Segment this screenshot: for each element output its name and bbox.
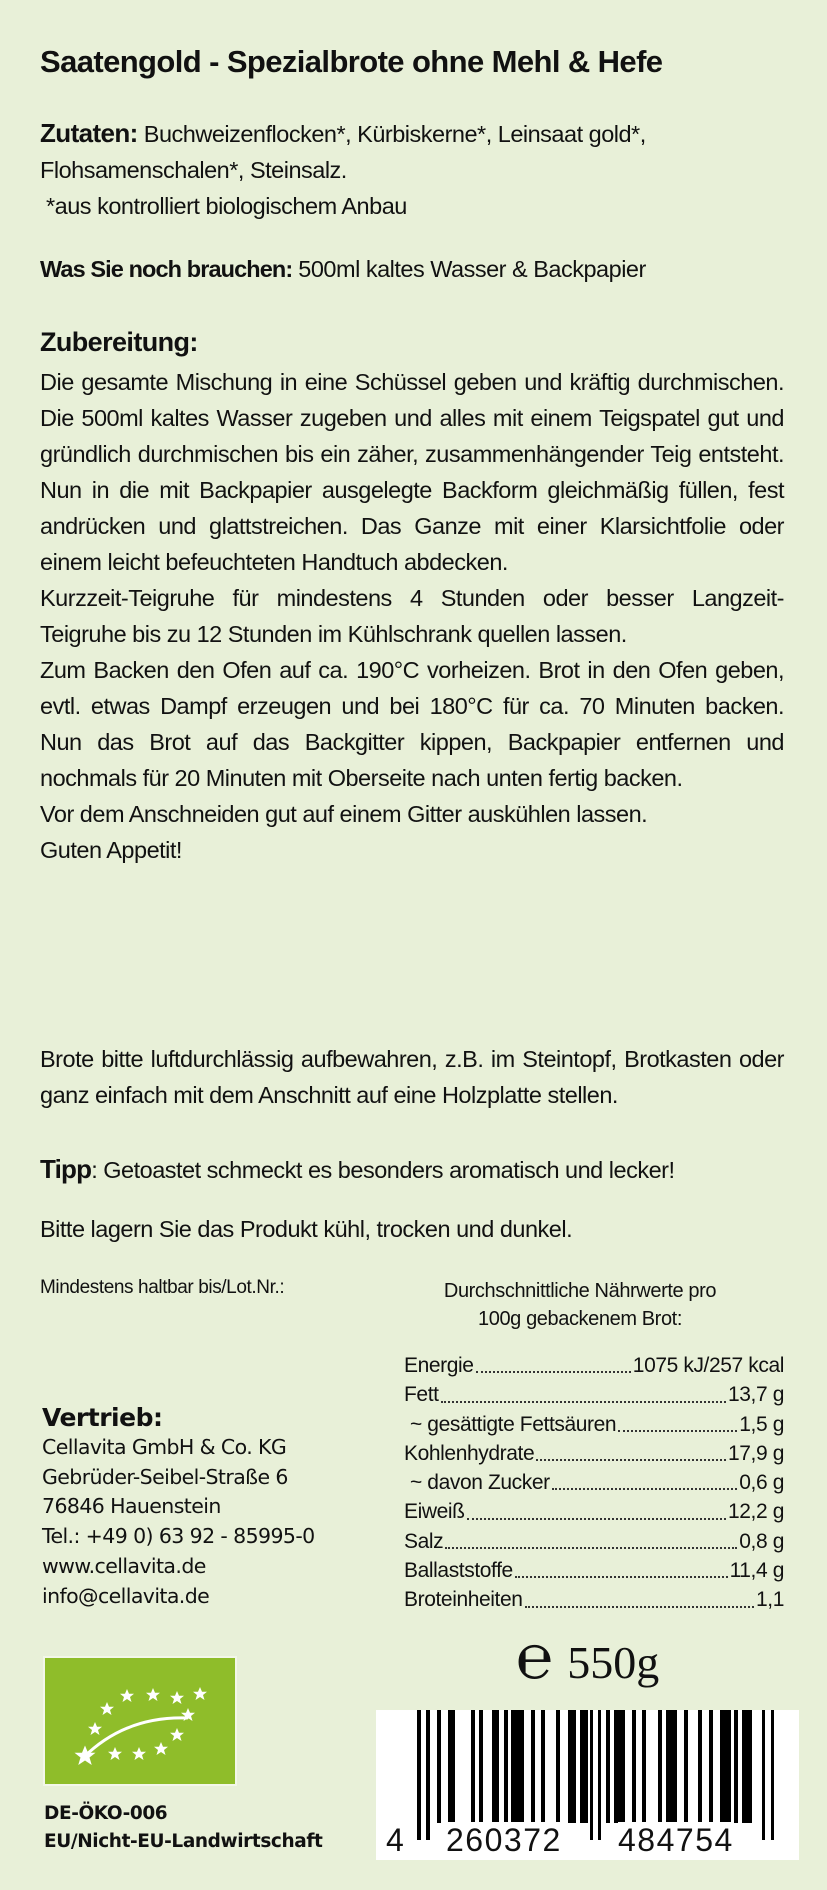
distributor-company: Cellavita GmbH & Co. KG xyxy=(42,1435,287,1459)
nutrition-heading-line: Durchschnittliche Nährwerte pro xyxy=(443,1280,717,1302)
tip-text: : Getoastet schmeckt es besonders aromatisch und lecker! xyxy=(91,1157,675,1183)
barcode-digit-first: 4 xyxy=(386,1822,406,1858)
storage-text xyxy=(40,1041,784,1113)
product-title: Saatengold - Spezialbrote ohne Mehl & Hefe xyxy=(40,44,663,79)
distributor-street: Gebrüder-Seibel-Straße 6 xyxy=(42,1464,288,1489)
nutrient-name: Eiweiß xyxy=(404,1500,465,1524)
dot-leader xyxy=(515,1576,728,1578)
preparation-heading: Zubereitung: xyxy=(40,327,198,357)
weight-value: 550g xyxy=(567,1637,660,1688)
nutrition-row-protein xyxy=(404,1497,784,1526)
dot-leader xyxy=(552,1488,738,1490)
requirements-line xyxy=(40,251,800,287)
nutrient-value: 1075 kJ/257 kcal xyxy=(632,1354,784,1377)
nutrient-value: 11,4 g xyxy=(729,1559,784,1583)
storage-paragraph: Brote bitte luftdurchlässig aufbewahren, z.B. im Steintopf, Brotkasten oder ganz einfach mit dem Anschnitt auf eine Holzplatte stellen. xyxy=(40,1046,784,1108)
distributor-city: 76846 Hauenstein xyxy=(42,1494,221,1519)
preparation-paragraph: Kurzzeit-Teigruhe für mindestens 4 Stunden oder besser Langzeit-Teigruhe bis zu 12 Stunden im Kühlschrank quellen lassen. xyxy=(40,585,784,647)
ean-barcode xyxy=(376,1710,799,1860)
organic-control-code: DE-ÖKO-006 xyxy=(44,1803,168,1824)
distributor-phone: Tel.: +49 0) 63 92 - 85995-0 xyxy=(42,1524,315,1549)
dot-leader xyxy=(441,1401,726,1403)
distributor-email: info@cellavita.de xyxy=(42,1583,210,1608)
nutrient-name: Fett xyxy=(404,1383,439,1407)
best-before-label: Mindestens haltbar bis/Lot.Nr.: xyxy=(40,1277,285,1298)
nutrient-value: 1,5 g xyxy=(739,1412,784,1436)
barcode-digits-right: 484754 xyxy=(618,1822,734,1858)
nutrition-row-saturated-fat xyxy=(404,1410,784,1439)
nutrient-value: 0,8 g xyxy=(739,1529,784,1553)
nutrient-name: Broteinheiten xyxy=(404,1588,523,1612)
nutrient-name: Kohlenhydrate xyxy=(404,1441,535,1465)
dot-leader xyxy=(536,1459,726,1461)
preparation-paragraph: Vor dem Anschneiden gut auf einem Gitter auskühlen lassen. xyxy=(40,801,648,827)
ingredients-block xyxy=(40,115,790,224)
preparation-text xyxy=(40,364,784,868)
nutrient-value: 12,2 g xyxy=(728,1500,784,1524)
ingredients-text: Buchweizenflocken*, Kürbiskerne*, Leinsaat gold*, Flohsamenschalen*, Steinsalz. xyxy=(40,121,646,183)
barcode-bars-icon xyxy=(376,1710,799,1860)
nutrient-value: 13,7 g xyxy=(728,1383,784,1407)
nutrient-name: Ballaststoffe xyxy=(404,1559,513,1583)
eu-organic-leaf-icon xyxy=(43,1656,237,1786)
nutrient-name: Salz xyxy=(404,1529,444,1553)
nutrition-row-carbohydrates xyxy=(404,1439,784,1468)
distributor-block xyxy=(42,1403,315,1611)
barcode-digits-left: 260372 xyxy=(446,1822,562,1858)
nutrient-value: 17,9 g xyxy=(728,1441,784,1465)
preparation-paragraph: Die gesamte Mischung in eine Schüssel geben und kräftig durchmischen. Die 500ml kaltes Wasser zugeben und alles mit einem Teigspatel gut und gründlich durchmischen bis ein zäher, zusammenhängender Teig entsteht. Nun in die mit Backpapier ausgelegte Backform gleichmäßig füllen, fest andrücken und glattstreichen. Das Ganze mit einer Klarsichtfolie oder einem leicht befeuchteten Handtuch abdecken. xyxy=(40,369,784,575)
nutrition-row-fiber xyxy=(404,1556,784,1585)
nutrition-heading xyxy=(410,1277,750,1333)
distributor-website: www.cellavita.de xyxy=(42,1553,206,1578)
net-weight xyxy=(516,1624,660,1692)
ingredients-label: Zutaten: xyxy=(40,118,138,148)
nutrition-row-energy xyxy=(404,1351,784,1380)
nutrition-row-bread-units xyxy=(404,1585,784,1614)
dot-leader xyxy=(618,1430,737,1432)
nutrient-name: ~ gesättigte Fettsäuren xyxy=(410,1412,617,1436)
dot-leader xyxy=(445,1547,737,1549)
nutrition-row-fat xyxy=(404,1380,784,1409)
requirements-text: 500ml kaltes Wasser & Backpapier xyxy=(292,256,646,282)
tip-label: Tipp xyxy=(40,1154,92,1184)
preparation-paragraph: Zum Backen den Ofen auf ca. 190°C vorheizen. Brot in den Ofen geben, evtl. etwas Dampf erzeugen und bei 180°C für ca. 70 Minuten backen. Nun das Brot auf das Backgitter kippen, Backpapier entfernen und nochmals für 20 Minuten mit Oberseite nach unten fertig backen. xyxy=(40,657,784,791)
nutrition-row-salt xyxy=(404,1527,784,1556)
dot-leader xyxy=(525,1606,754,1608)
tip-line xyxy=(40,1151,800,1188)
requirements-label: Was Sie noch brauchen: xyxy=(40,256,293,282)
dot-leader xyxy=(467,1518,726,1520)
preparation-paragraph: Guten Appetit! xyxy=(40,837,182,863)
nutrition-row-sugar xyxy=(404,1468,784,1497)
estimated-sign-icon: ℮ xyxy=(516,1624,554,1692)
nutrient-name: ~ davon Zucker xyxy=(410,1471,550,1495)
nutrition-table xyxy=(404,1351,784,1615)
ingredients-footnote: *aus kontrolliert biologischem Anbau xyxy=(46,193,407,219)
storage-note: Bitte lagern Sie das Produkt kühl, trocken und dunkel. xyxy=(40,1216,573,1242)
organic-certification xyxy=(44,1800,322,1856)
organic-origin: EU/Nicht-EU-Landwirtschaft xyxy=(44,1831,323,1852)
nutrient-name: Energie xyxy=(404,1354,474,1377)
nutrient-value: 1,1 xyxy=(756,1588,784,1612)
nutrient-value: 0,6 g xyxy=(739,1471,784,1495)
distributor-label: Vertrieb: xyxy=(42,1403,163,1432)
dot-leader xyxy=(476,1371,631,1373)
nutrition-heading-line: 100g gebackenem Brot: xyxy=(478,1308,682,1330)
